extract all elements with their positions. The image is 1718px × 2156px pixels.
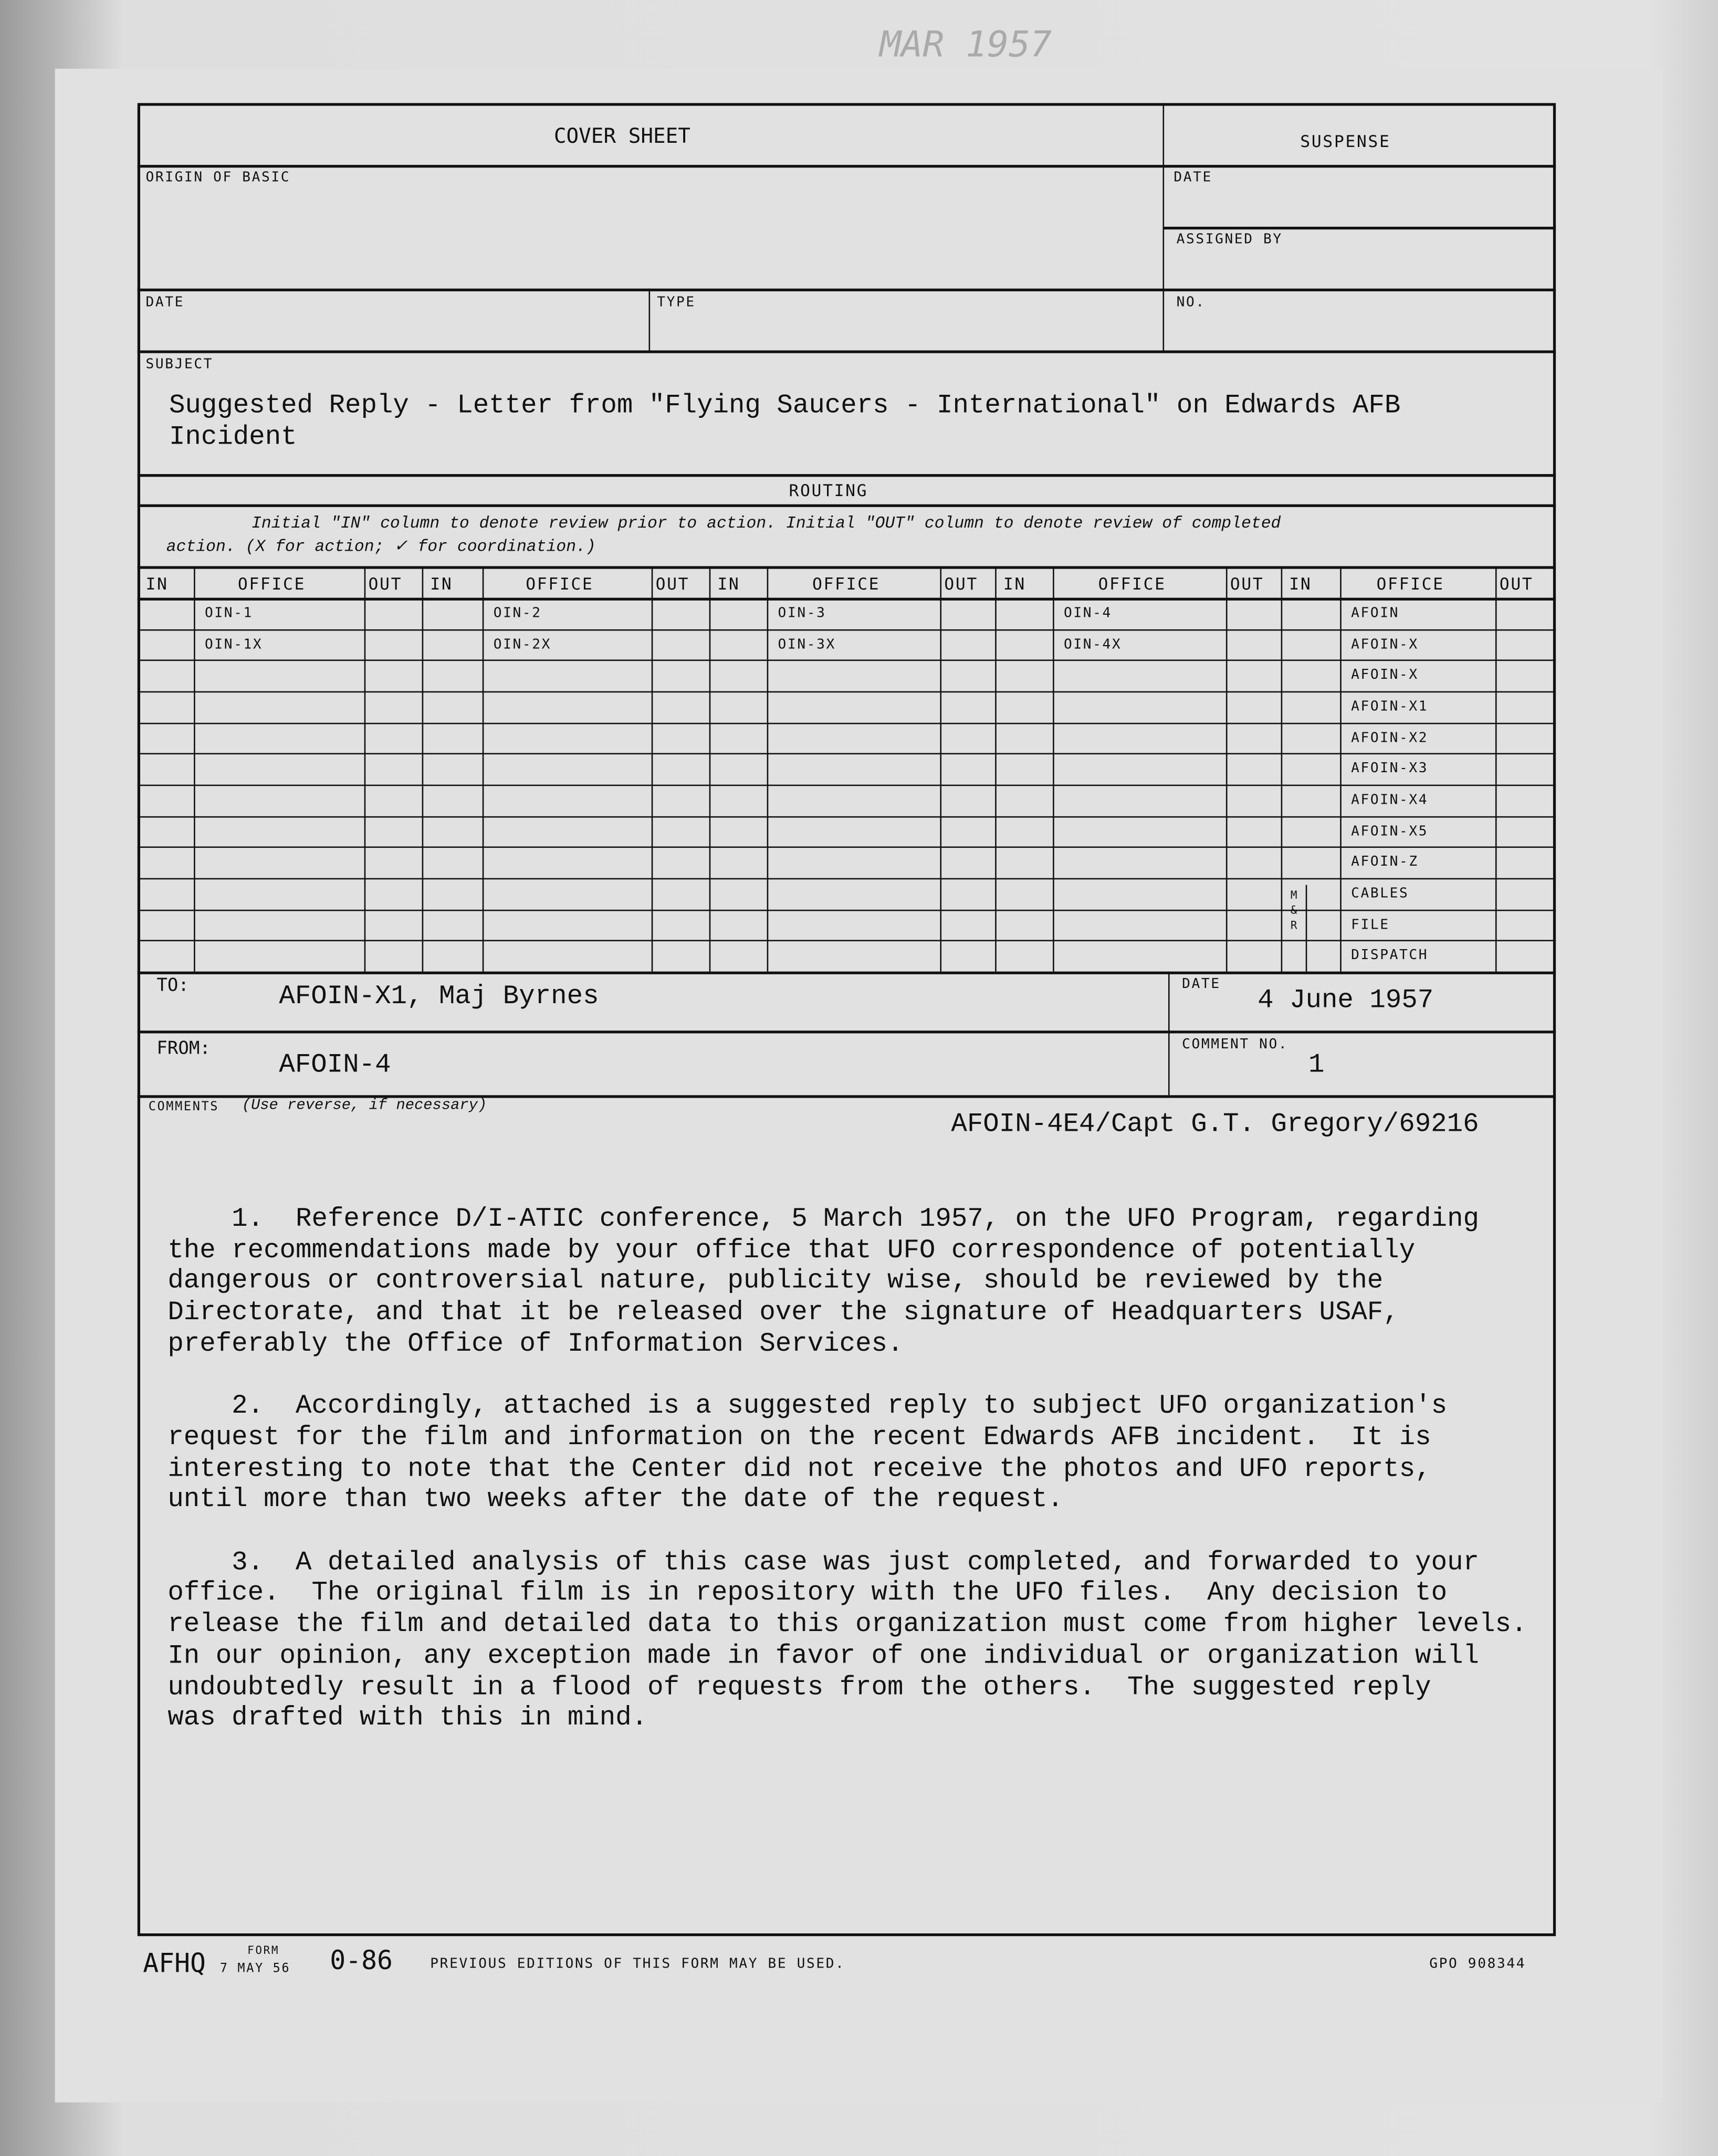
- comment-line: dangerous or controversial nature, publicity wise, should be reviewed by the: [167, 1266, 1384, 1297]
- office-cell: AFOIN-X: [1351, 668, 1419, 683]
- comment-line: 3. A detailed analysis of this case was just completed, and forwarded to your: [167, 1547, 1480, 1577]
- footer-note: PREVIOUS EDITIONS OF THIS FORM MAY BE USED.: [430, 1957, 845, 1972]
- office-cell: AFOIN-X5: [1351, 824, 1429, 839]
- from-value: AFOIN-4: [279, 1049, 391, 1080]
- assigned-by-label: ASSIGNED BY: [1176, 232, 1283, 248]
- mr-mark: M: [1290, 889, 1299, 902]
- comment-line: In our opinion, any exception made in favor of one individual or organization will: [167, 1640, 1480, 1671]
- col-in-header: IN: [1003, 574, 1026, 594]
- footer-gpo: GPO 908344: [1429, 1957, 1526, 1972]
- comment-line: preferably the Office of Information Services.: [167, 1328, 904, 1359]
- routing-title: ROUTING: [789, 481, 868, 500]
- col-in-header: IN: [717, 574, 740, 594]
- office-cell: DISPATCH: [1351, 948, 1429, 964]
- mr-mark: &: [1290, 904, 1299, 917]
- col-office-header: OFFICE: [237, 574, 306, 594]
- office-cell: OIN-4: [1064, 606, 1112, 622]
- comment-line: undoubtedly result in a flood of requests from the others. The suggested reply: [167, 1671, 1431, 1702]
- comment-no-label: COMMENT NO.: [1182, 1037, 1288, 1053]
- subject-label: SUBJECT: [145, 357, 214, 373]
- office-cell: AFOIN-X1: [1351, 699, 1429, 715]
- office-cell: AFOIN-X3: [1351, 761, 1429, 777]
- subject-line-2: Incident: [169, 422, 297, 453]
- col-in-header: IN: [145, 574, 169, 594]
- comment-line: release the film and detailed data to this organization must come from higher levels.: [167, 1609, 1527, 1640]
- to-date: 4 June 1957: [1258, 985, 1434, 1016]
- date-label: DATE: [1174, 170, 1212, 186]
- mr-mark: R: [1290, 919, 1299, 932]
- col-office-header: OFFICE: [526, 574, 594, 594]
- footer-form: FORM: [247, 1944, 280, 1957]
- cover-sheet-title: COVER SHEET: [553, 123, 690, 149]
- routing-instructions-2: action. (X for action; ✓ for coordination.): [166, 537, 596, 557]
- comment-line: until more than two weeks after the date of the request.: [167, 1484, 1064, 1515]
- comment-line: office. The original film is in repository with the UFO files. Any decision to: [167, 1578, 1448, 1608]
- footer-afhq: AFHQ: [143, 1948, 206, 1979]
- comment-line: 1. Reference D/I-ATIC conference, 5 March 1957, on the UFO Program, regarding: [167, 1204, 1480, 1234]
- to-date-label: DATE: [1182, 977, 1221, 992]
- subject-line-1: Suggested Reply - Letter from "Flying Saucers - International" on Edwards AFB: [169, 390, 1401, 420]
- col-out-header: OUT: [944, 574, 978, 594]
- office-cell: OIN-4X: [1064, 637, 1122, 653]
- office-cell: CABLES: [1351, 886, 1409, 902]
- office-cell: AFOIN-X4: [1351, 793, 1429, 808]
- comment-line: Directorate, and that it be released over the signature of Headquarters USAF,: [167, 1297, 1399, 1328]
- office-cell: OIN-2: [493, 606, 542, 622]
- origin-label: ORIGIN OF BASIC: [145, 170, 291, 186]
- col-office-header: OFFICE: [812, 574, 881, 594]
- office-cell: AFOIN: [1351, 606, 1400, 622]
- col-out-header: OUT: [1230, 574, 1264, 594]
- office-cell: FILE: [1351, 917, 1390, 933]
- col-in-header: IN: [430, 574, 453, 594]
- office-cell: OIN-1X: [205, 637, 263, 653]
- to-label: TO:: [156, 975, 189, 996]
- col-out-header: OUT: [655, 574, 690, 594]
- comments-label: COMMENTS: [148, 1100, 219, 1114]
- col-out-header: OUT: [368, 574, 403, 594]
- comment-line: interesting to note that the Center did not receive the photos and UFO reports,: [167, 1453, 1431, 1484]
- suspense-label: SUSPENSE: [1300, 132, 1391, 151]
- from-label: FROM:: [156, 1038, 211, 1060]
- reference-line: AFOIN-4E4/Capt G.T. Gregory/69216: [951, 1109, 1479, 1139]
- type-label: TYPE: [657, 295, 696, 311]
- col-in-header: IN: [1289, 574, 1312, 594]
- comment-no: 1: [1308, 1049, 1325, 1080]
- comment-line: request for the film and information on the recent Edwards AFB incident. It is: [167, 1422, 1431, 1453]
- office-cell: OIN-3: [778, 606, 826, 622]
- routing-instructions-1: Initial "IN" column to denote review prior to action. Initial "OUT" column to denote review of completed: [252, 513, 1281, 533]
- col-office-header: OFFICE: [1098, 574, 1166, 594]
- no-label: NO.: [1176, 295, 1206, 311]
- office-cell: AFOIN-Z: [1351, 855, 1419, 870]
- date-stamp: MAR 1957: [879, 25, 1052, 66]
- col-office-header: OFFICE: [1376, 574, 1444, 594]
- comments-hint: (Use reverse, if necessary): [242, 1098, 487, 1114]
- comment-line: the recommendations made by your office that UFO correspondence of potentially: [167, 1235, 1416, 1265]
- office-cell: AFOIN-X2: [1351, 730, 1429, 746]
- office-cell: AFOIN-X: [1351, 637, 1419, 653]
- date2-label: DATE: [145, 295, 185, 311]
- to-value: AFOIN-X1, Maj Byrnes: [279, 981, 599, 1012]
- col-out-header: OUT: [1499, 574, 1534, 594]
- comment-line: was drafted with this in mind.: [167, 1702, 648, 1733]
- office-cell: OIN-3X: [778, 637, 836, 653]
- office-cell: OIN-2X: [493, 637, 551, 653]
- comment-line: 2. Accordingly, attached is a suggested reply to subject UFO organization's: [167, 1391, 1448, 1422]
- footer-form-date: 7 MAY 56: [219, 1962, 291, 1976]
- office-cell: OIN-1: [205, 606, 253, 622]
- footer-form-no: 0-86: [330, 1945, 393, 1976]
